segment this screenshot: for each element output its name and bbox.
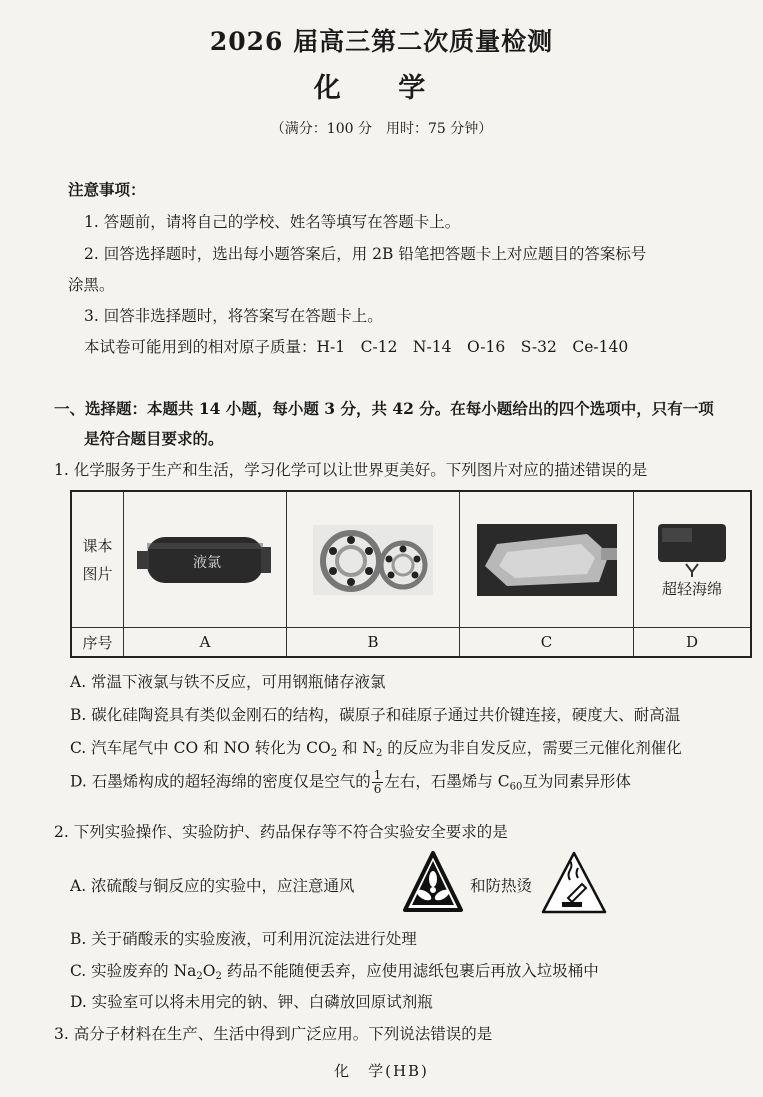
q1-d-sub: 60 bbox=[509, 781, 523, 793]
label-c: C bbox=[460, 628, 634, 656]
q2-option-a-text-2: 和防热烫 bbox=[470, 877, 533, 895]
ventilation-icon bbox=[402, 850, 464, 916]
q1-d-text-3: 互为同素异形体 bbox=[522, 772, 631, 791]
notice-item-2a: 2. 回答选择题时，选出每小题答案后，用 2B 铅笔把答题卡上对应题目的答案标号 bbox=[84, 245, 647, 263]
image-b-cell bbox=[287, 492, 460, 628]
q1-c-sub-1: 2 bbox=[330, 748, 338, 759]
label-a: A bbox=[124, 628, 287, 656]
q2-c-sub-2: 2 bbox=[215, 971, 222, 982]
q2-c-text-2: O bbox=[202, 962, 216, 980]
label-b: B bbox=[287, 628, 460, 656]
exam-meta: （满分：100 分 用时：75 分钟） bbox=[270, 121, 493, 137]
ceramic-bearing-image bbox=[313, 525, 433, 595]
q2-stem: 2. 下列实验操作、实验防护、药品保存等不符合实验安全要求的是 bbox=[54, 823, 508, 841]
cylinder-label: 液氯 bbox=[193, 554, 221, 571]
fraction-numerator: 1 bbox=[373, 768, 382, 782]
q1-stem: 1. 化学服务于生产和生活，学习化学可以让世界更美好。下列图片对应的描述错误的是 bbox=[54, 461, 648, 479]
q1-d-text-1: D. 石墨烯构成的超轻海绵的密度仅是空气的 bbox=[70, 772, 371, 791]
exam-subject: 化 学 bbox=[313, 73, 450, 104]
q1-d-text-2: 左右，石墨烯与 C bbox=[384, 772, 510, 791]
image-d-cell bbox=[634, 492, 750, 628]
hot-surface-icon bbox=[540, 850, 608, 916]
table-row-head-number: 序号 bbox=[72, 628, 124, 656]
row-head-text-2: 图片 bbox=[82, 564, 113, 583]
label-d: D bbox=[685, 633, 699, 651]
q1-image-table bbox=[70, 490, 752, 658]
q2-option-d: D. 实验室可以将未用完的钠、钾、白磷放回原试剂瓶 bbox=[70, 993, 433, 1011]
q1-option-d bbox=[70, 769, 631, 796]
q2-c-sub-1: 2 bbox=[196, 971, 203, 982]
page-footer: 化 学(HB) bbox=[334, 1062, 429, 1080]
q1-c-text-3: 的反应为非自发反应，需要三元催化剂催化 bbox=[382, 739, 682, 757]
image-a-cell bbox=[124, 492, 287, 628]
fraction-denominator: 6 bbox=[373, 782, 382, 796]
q2-option-c bbox=[70, 959, 599, 982]
table-row-head-images bbox=[72, 492, 124, 628]
q2-option-a-text: A. 浓硫酸与铜反应的实验中，应注意通风 bbox=[70, 877, 355, 895]
q1-option-a: A. 常温下液氯与铁不反应，可用钢瓶储存液氯 bbox=[70, 673, 386, 691]
notice-item-3: 3. 回答非选择题时，将答案写在答题卡上。 bbox=[84, 307, 383, 325]
q1-c-text-1: C. 汽车尾气中 CO 和 NO 转化为 CO bbox=[70, 739, 331, 757]
notice-heading: 注意事项： bbox=[68, 180, 146, 199]
notice-item-1: 1. 答题前，请将自己的学校、姓名等填写在答题卡上。 bbox=[84, 213, 461, 231]
image-c-cell bbox=[460, 492, 634, 628]
q2-c-text-3: 药品不能随便丢弃，应使用滤纸包裹后再放入垃圾桶中 bbox=[221, 962, 599, 980]
q1-c-sub-2: 2 bbox=[376, 748, 383, 759]
exam-title: 2026 届高三第二次质量检测 bbox=[209, 27, 554, 56]
catalytic-converter-image bbox=[477, 524, 617, 596]
q1-option-b: B. 碳化硅陶瓷具有类似金刚石的结构，碳原子和硅原子通过共价键连接，硬度大、耐高温 bbox=[70, 706, 681, 724]
q2-c-text-1: C. 实验废弃的 Na bbox=[70, 962, 197, 980]
q1-option-c bbox=[70, 736, 682, 759]
q2-option-b: B. 关于硝酸汞的实验废液，可利用沉淀法进行处理 bbox=[70, 930, 417, 948]
notice-item-2b: 涂黑。 bbox=[68, 276, 115, 294]
one-sixth-fraction bbox=[372, 769, 384, 796]
q3-stem: 3. 高分子材料在生产、生活中得到广泛应用。下列说法错误的是 bbox=[54, 1025, 493, 1043]
sponge-caption: 超轻海绵 bbox=[661, 579, 722, 598]
graphene-sponge-image bbox=[652, 520, 732, 578]
section-1-line-1: 一、选择题：本题共 14 小题，每小题 3 分，共 42 分。在每小题给出的四个选项中，只有一项 bbox=[54, 399, 714, 418]
chlorine-cylinder-image bbox=[135, 525, 275, 595]
row-head-text-1: 课本 bbox=[82, 536, 113, 555]
atomic-masses: 本试卷可能用到的相对原子质量：H-1 C-12 N-14 O-16 S-32 Ce-140 bbox=[84, 338, 629, 356]
q1-c-text-2: 和 N bbox=[337, 739, 376, 757]
section-1-line-2: 是符合题目要求的。 bbox=[84, 429, 224, 448]
